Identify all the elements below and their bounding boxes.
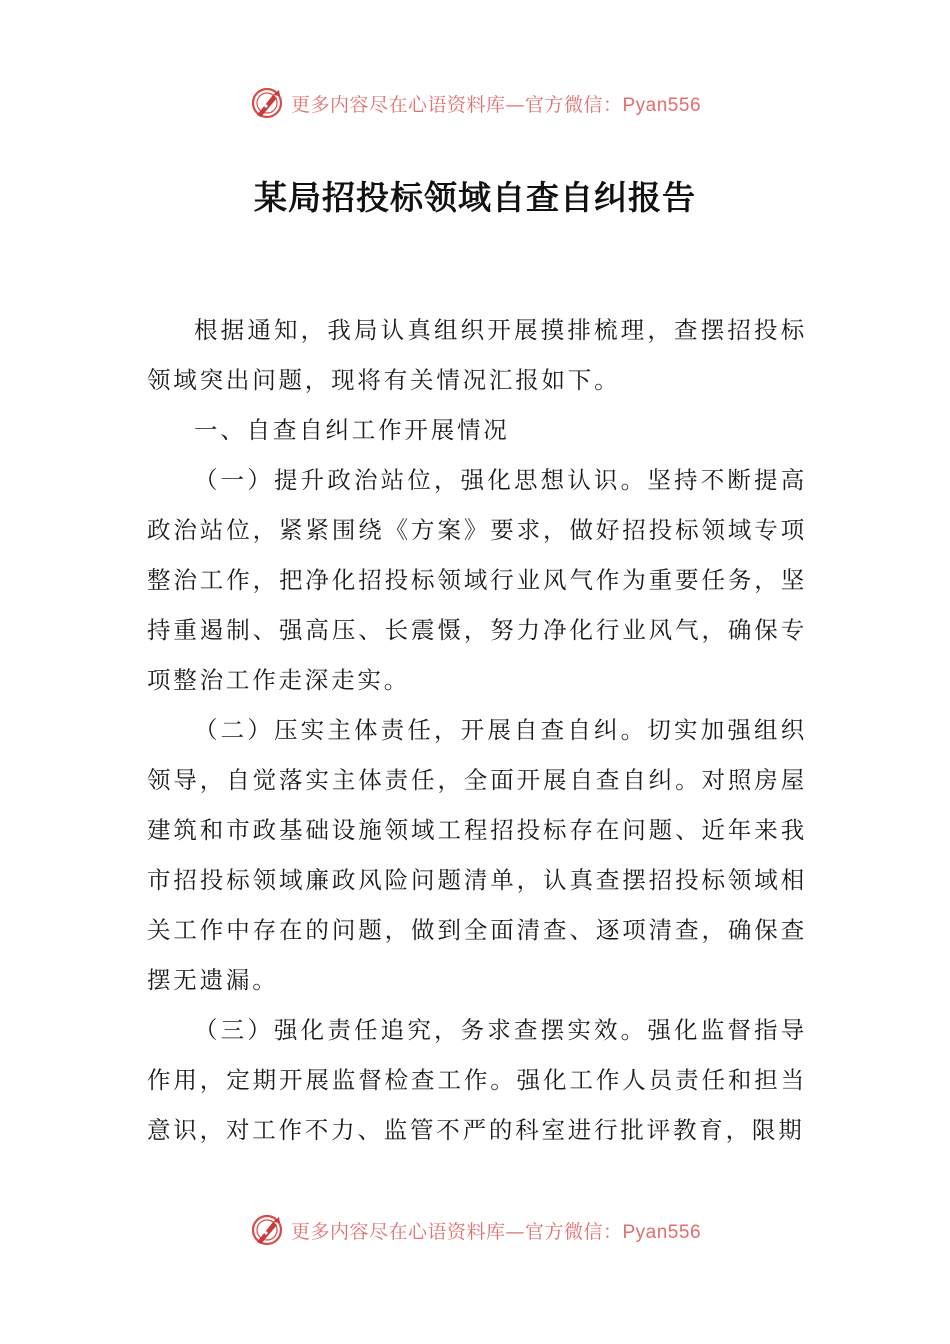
pen-nib-logo-icon bbox=[249, 1212, 285, 1248]
pen-nib-logo-icon bbox=[249, 85, 285, 121]
paragraph-item-1: （一）提升政治站位，强化思想认识。坚持不断提高政治站位，紧紧围绕《方案》要求，做好招投标领域专项整治工作，把净化招投标领域行业风气作为重要任务，坚持重遏制、强高压、长震慑，努力净化行业风气，确保专项整治工作走深走实。 bbox=[147, 466, 807, 694]
document-body bbox=[147, 305, 807, 1155]
paragraph-item-3: （三）强化责任追究，务求查摆实效。强化监督指导作用，定期开展监督检查工作。强化工作人员责任和担当意识，对工作不力、监管不严的科室进行批评教育，限期 bbox=[147, 1016, 807, 1144]
section-heading: 一、自查自纠工作开展情况 bbox=[194, 416, 510, 444]
document-title: 某局招投标领域自查自纠报告 bbox=[254, 178, 696, 217]
watermark-banner-top bbox=[0, 83, 950, 123]
watermark-banner-bottom bbox=[0, 1210, 950, 1250]
wechat-id: Pyan556 bbox=[622, 94, 702, 116]
watermark-text: 更多内容尽在心语资料库—官方微信：Pyan556 bbox=[290, 1220, 702, 1243]
wechat-id: Pyan556 bbox=[622, 1221, 702, 1243]
watermark-text: 更多内容尽在心语资料库—官方微信：Pyan556 bbox=[290, 93, 702, 116]
paragraph-intro: 根据通知，我局认真组织开展摸排梳理，查摆招投标领域突出问题，现将有关情况汇报如下。 bbox=[147, 316, 807, 394]
paragraph-item-2: （二）压实主体责任，开展自查自纠。切实加强组织领导，自觉落实主体责任，全面开展自查自纠。对照房屋建筑和市政基础设施领域工程招投标存在问题、近年来我市招投标领域廉政风险问题清单，认真查摆招投标领域相关工作中存在的问题，做到全面清查、逐项清查，确保查摆无遗漏。 bbox=[147, 716, 807, 994]
